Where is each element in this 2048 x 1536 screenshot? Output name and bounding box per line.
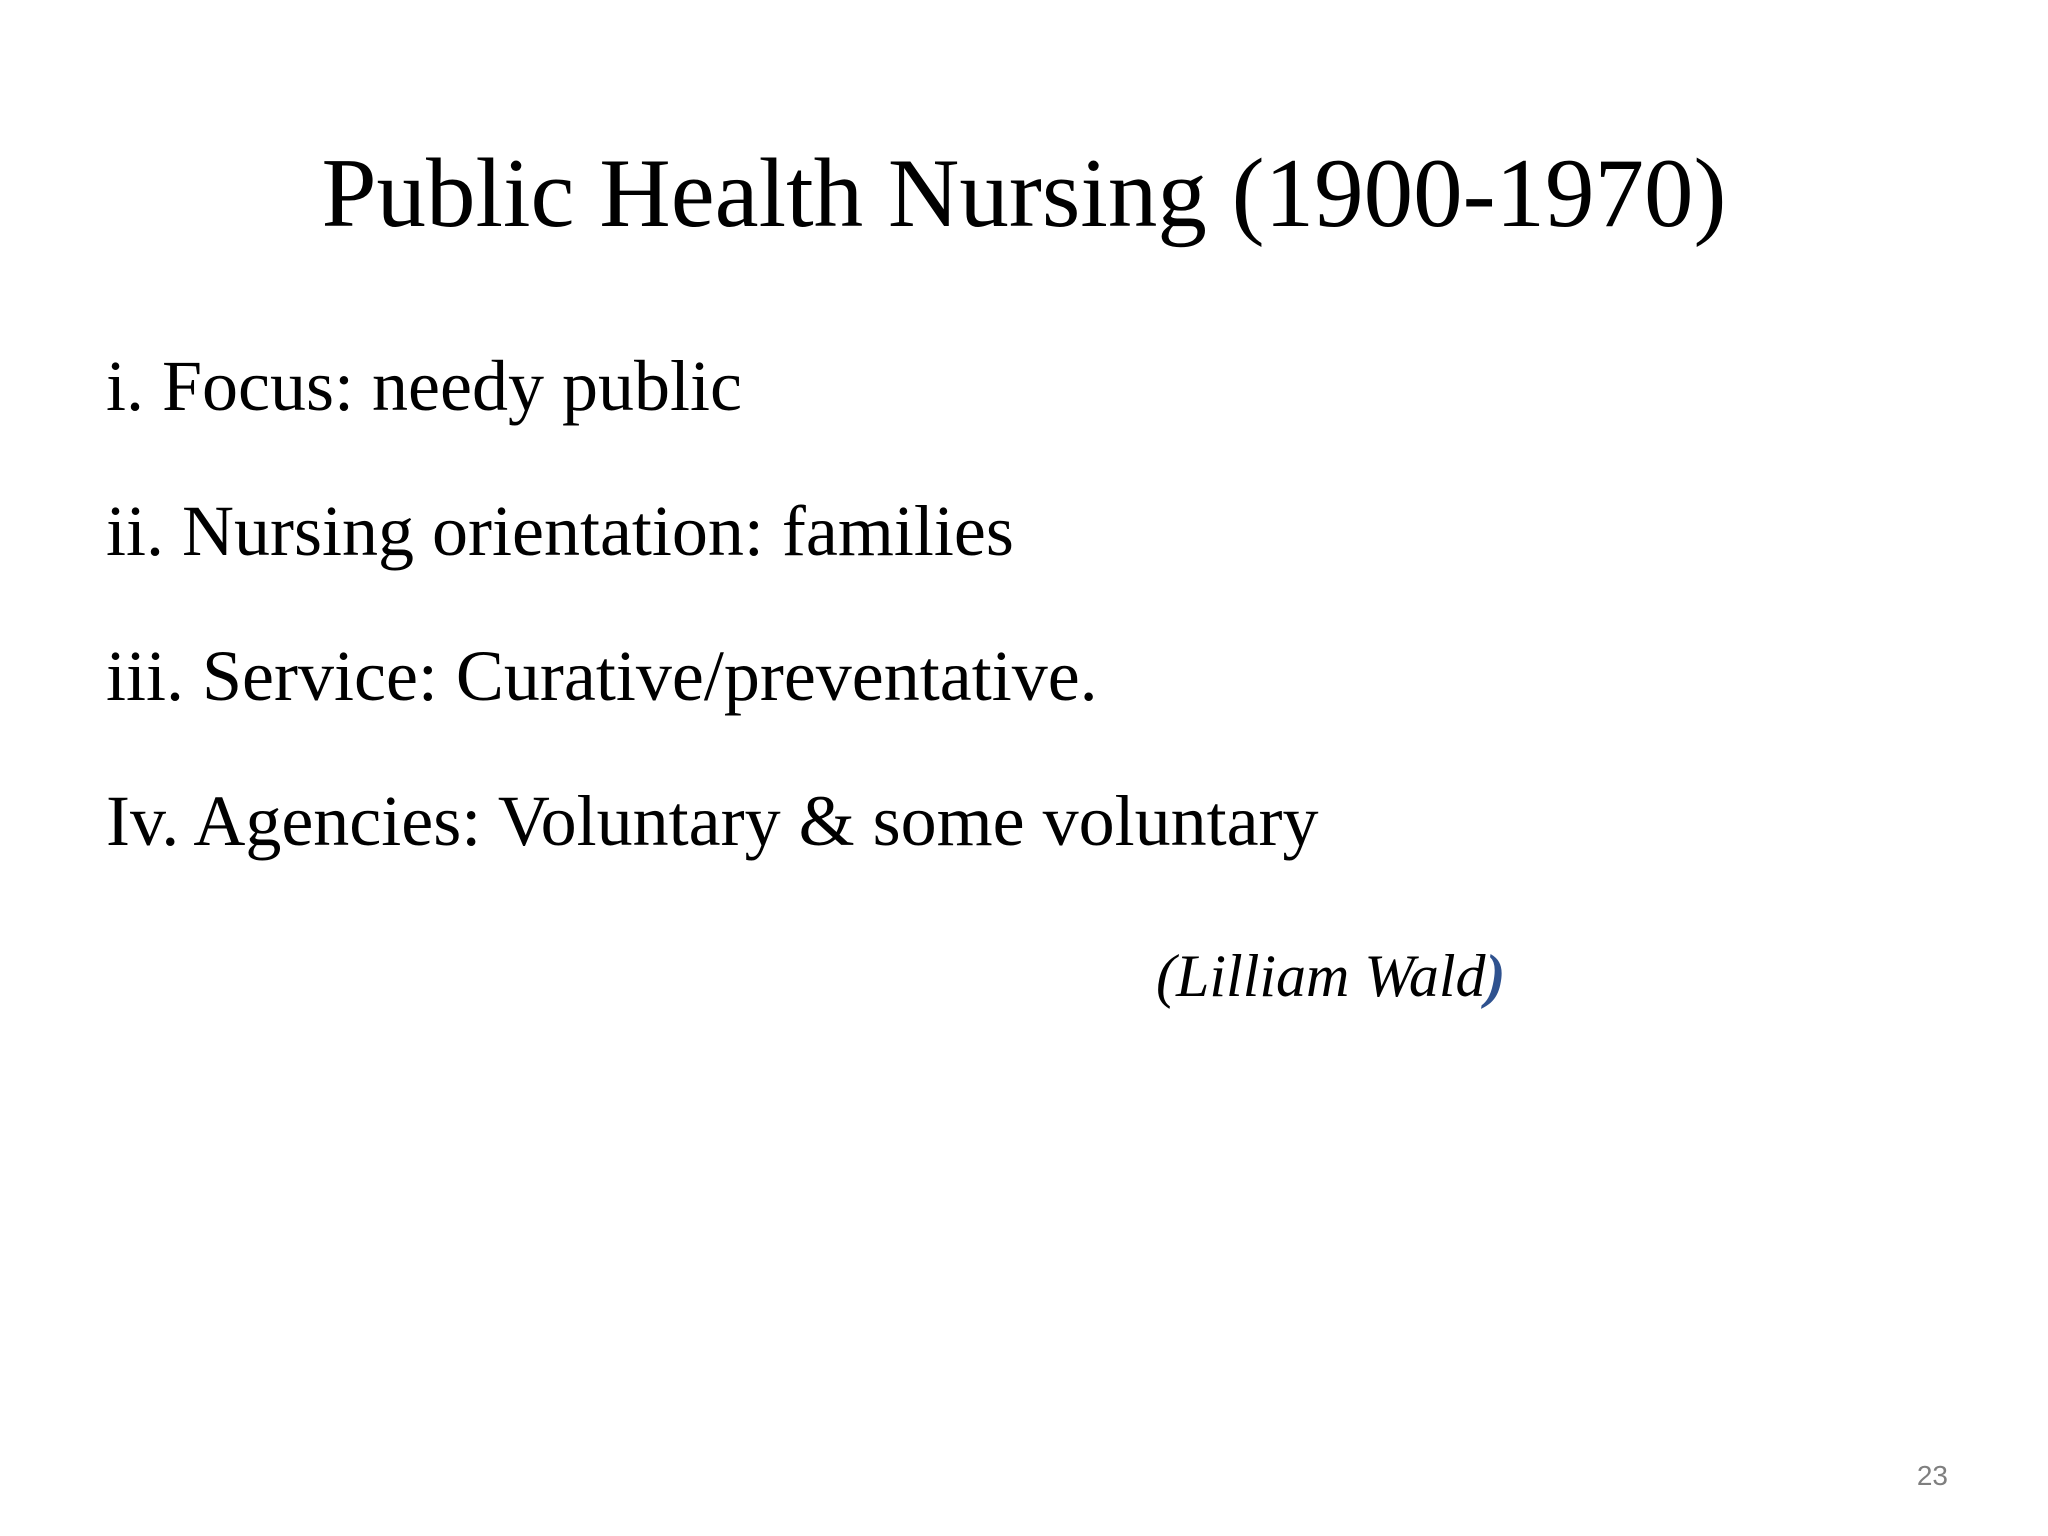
slide-title: Public Health Nursing (1900-1970): [321, 139, 1727, 248]
attribution: [1156, 936, 1506, 1016]
page-number: 23: [1916, 1460, 1948, 1491]
bullet-item-orientation: ii. Nursing orientation: families: [106, 491, 1014, 571]
attribution-closing-paren: ): [1485, 943, 1506, 1009]
bullet-list: [106, 346, 1319, 926]
attribution-text: (Lilliam Wald: [1156, 943, 1486, 1009]
bullet-item-agencies: Iv. Agencies: Voluntary & some voluntary: [106, 781, 1319, 861]
bullet-item-service: iii. Service: Curative/preventative.: [106, 636, 1098, 716]
bullet-item-focus: i. Focus: needy public: [106, 346, 742, 426]
